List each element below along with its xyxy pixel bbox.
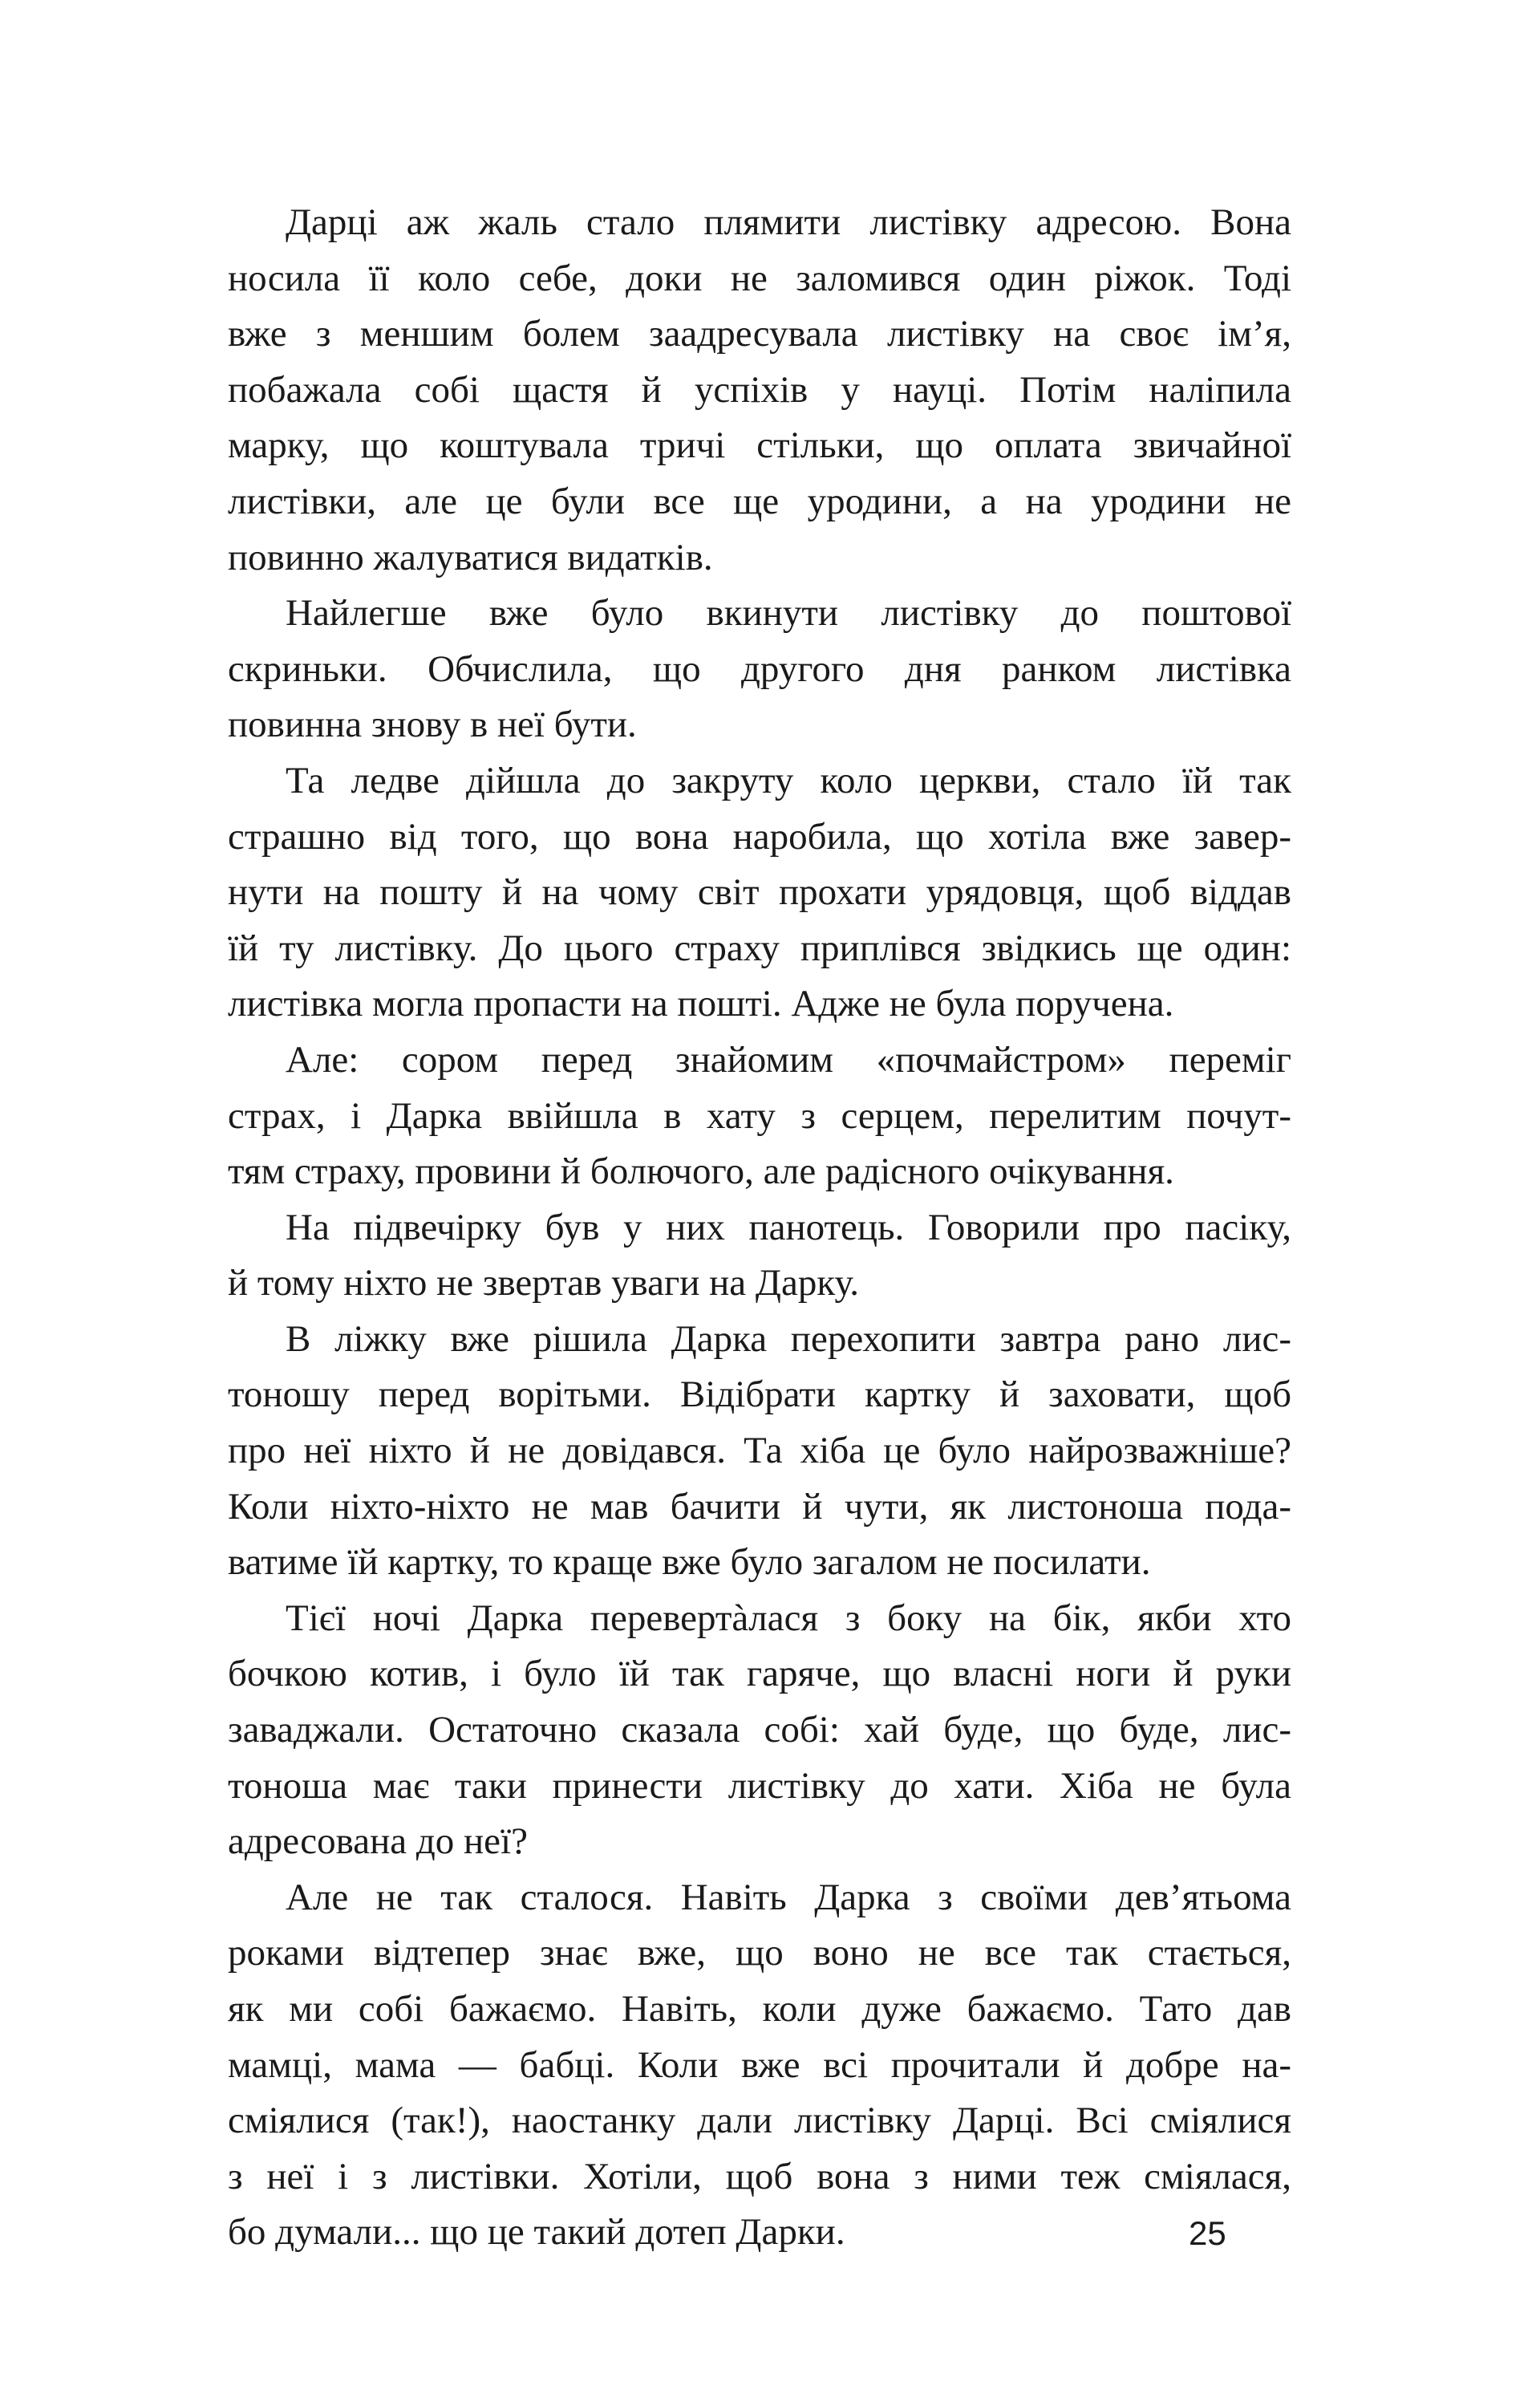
text-line: ватиме їй картку, то краще вже було загалом не посилати.: [228, 1541, 1151, 1584]
text-line: Дарці аж жаль стало плямити листівку адресою. Вона: [286, 201, 1291, 243]
text-line: бочкою котив, і було їй так гаряче, що власні ноги й руки: [228, 1653, 1291, 1695]
paragraph: [228, 1870, 1291, 2261]
text-line: з неї і з листівки. Хотіли, щоб вона з ними теж сміялася,: [228, 2155, 1291, 2197]
text-line: нути на пошту й на чому світ прохати урядовця, щоб віддав: [228, 871, 1291, 914]
text-line: їй ту листівку. До цього страху приплівся звідкись ще один:: [228, 927, 1291, 969]
text-line: тям страху, провини й болючого, але радісного очікування.: [228, 1150, 1174, 1193]
text-line: сміялися (так!), наостанку дали листівку Дарці. Всі сміялися: [228, 2100, 1291, 2142]
text-line: страх, і Дарка ввійшла в хату з серцем, перелитим почут-: [228, 1094, 1291, 1137]
text-line: Та ледве дійшла до закруту коло церкви, стало їй так: [286, 759, 1291, 801]
text-line: мамці, мама — бабці. Коли вже всі прочитали й добре на-: [228, 2043, 1291, 2086]
text-line: бо думали... що це такий дотеп Дарки.: [228, 2211, 845, 2254]
text-line: Але: сором перед знайомим «почмайстром» переміг: [286, 1038, 1291, 1081]
paragraph: [228, 1200, 1291, 1312]
text-line: На підвечірку був у них панотець. Говорили про пасіку,: [286, 1206, 1291, 1248]
text-line: марку, що коштувала тричі стільки, що оплата звичайної: [228, 424, 1291, 467]
book-page-text: [228, 195, 1291, 2261]
text-line: носила її коло себе, доки не заломився один ріжок. Тоді: [228, 257, 1291, 299]
text-line: Тієї ночі Дарка перевертàлася з боку на бік, якби хто: [286, 1597, 1291, 1639]
text-line: Коли ніхто-ніхто не мав бачити й чути, як листоноша пода-: [228, 1485, 1291, 1528]
text-line: страшно від того, що вона наробила, що хотіла вже завер-: [228, 815, 1291, 858]
text-line: В ліжку вже рішила Дарка перехопити завтра рано лис-: [286, 1317, 1291, 1360]
text-line: про неї ніхто й не довідався. Та хіба це було найрозважніше?: [228, 1430, 1291, 1472]
text-line: листівки, але це були все ще уродини, а на уродини не: [228, 480, 1291, 522]
text-line: скриньки. Обчислила, що другого дня ранком листівка: [228, 647, 1291, 690]
paragraph: [228, 1591, 1291, 1870]
text-line: роками відтепер знає вже, що воно не все так стається,: [228, 1932, 1291, 1974]
page-number: 25: [1189, 2214, 1226, 2252]
paragraph: [228, 195, 1291, 586]
text-line: Але не так сталося. Навіть Дарка з своїми дев’ятьома: [286, 1876, 1291, 1918]
paragraph: [228, 753, 1291, 1033]
text-line: заваджали. Остаточно сказала собі: хай буде, що буде, лис-: [228, 1709, 1291, 1751]
text-line: побажала собі щастя й успіхів у науці. Потім наліпила: [228, 368, 1291, 411]
text-line: тоношу перед ворітьми. Відібрати картку й заховати, щоб: [228, 1373, 1291, 1416]
text-line: адресована до неї?: [228, 1820, 528, 1863]
text-line: Найлегше вже було вкинути листівку до поштової: [286, 592, 1291, 635]
text-line: повинно жалуватися видатків.: [228, 536, 713, 578]
text-line: вже з меншим болем заадресувала листівку на своє ім’я,: [228, 313, 1291, 355]
text-line: повинна знову в неї бути.: [228, 704, 637, 746]
text-line: як ми собі бажаємо. Навіть, коли дуже бажаємо. Тато дав: [228, 1988, 1291, 2030]
text-line: тоноша має таки принести листівку до хати. Хіба не була: [228, 1764, 1291, 1807]
text-line: листівка могла пропасти на пошті. Адже не була поручена.: [228, 983, 1174, 1025]
paragraph: [228, 1312, 1291, 1591]
text-line: й тому ніхто не звертав уваги на Дарку.: [228, 1262, 860, 1304]
paragraph: [228, 1033, 1291, 1200]
paragraph: [228, 586, 1291, 753]
